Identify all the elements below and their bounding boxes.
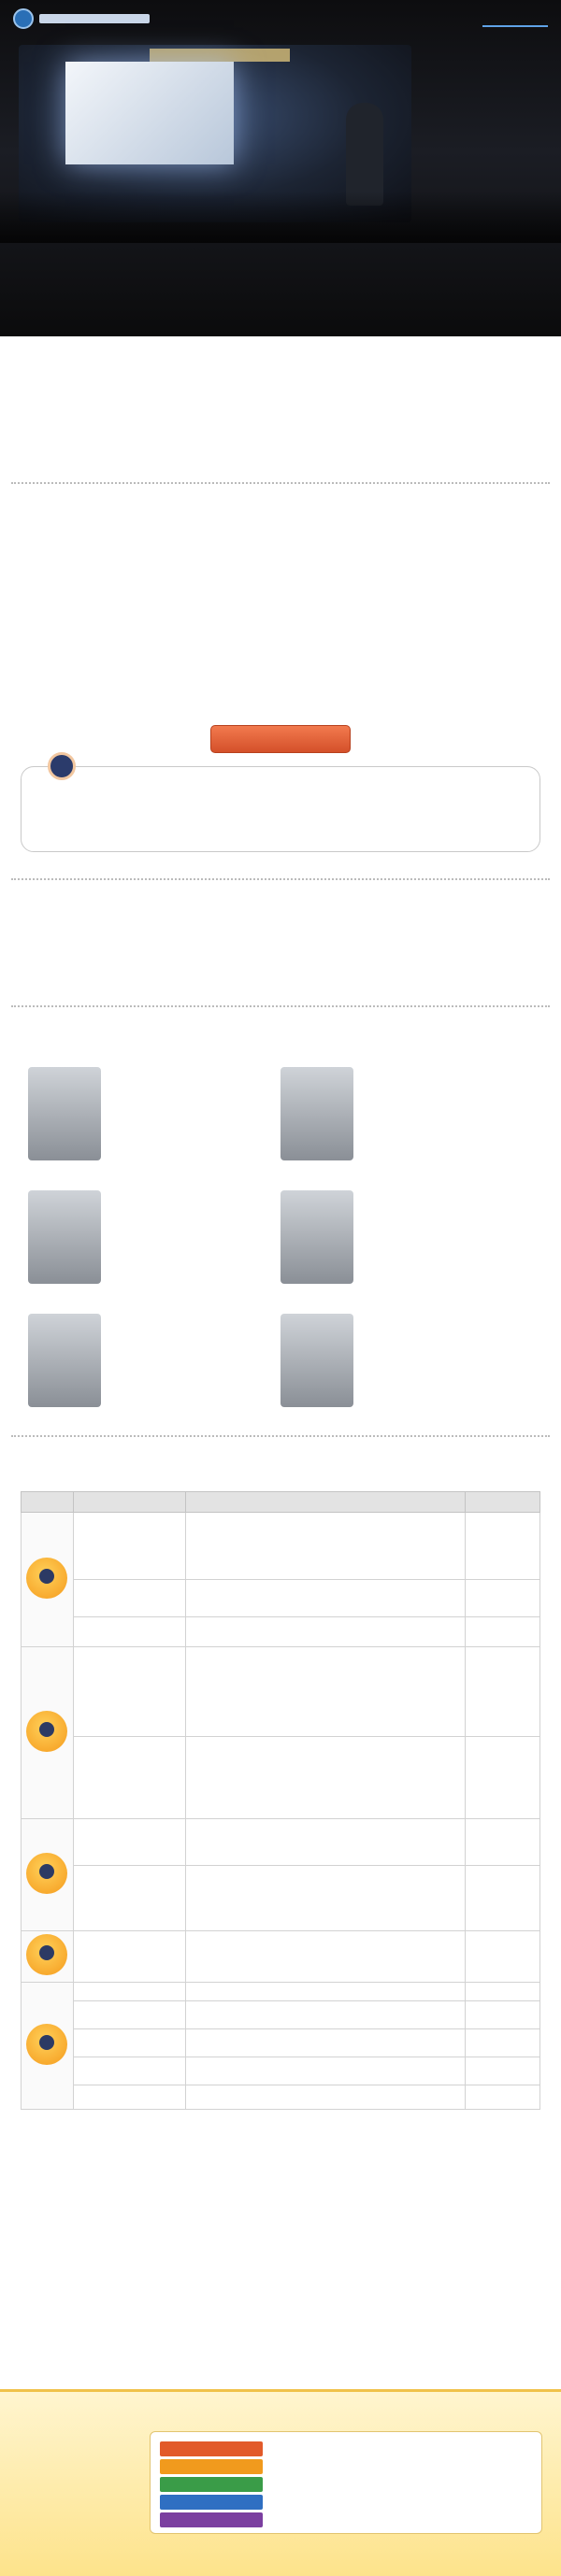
config-cell	[466, 1617, 540, 1647]
target-row-label	[21, 430, 86, 456]
group-badge-cell	[22, 1513, 74, 1647]
instructor-name	[363, 1190, 533, 1203]
powerpt-logo[interactable]	[482, 10, 548, 27]
content-cell	[185, 1580, 465, 1617]
group-badge-cell	[22, 1983, 74, 2110]
config-cell	[466, 2029, 540, 2057]
instructor-grid	[0, 1067, 561, 1416]
top-bar	[0, 0, 561, 37]
pterfan-character-icon	[26, 2024, 67, 2065]
footer-tagline	[15, 2489, 137, 2536]
character-icon	[48, 752, 76, 780]
table-row	[22, 1647, 540, 1737]
apply-button[interactable]	[210, 725, 351, 753]
benefits-section	[0, 904, 561, 983]
speaker-figure	[346, 103, 383, 206]
config-cell	[466, 2057, 540, 2085]
config-cell	[466, 1819, 540, 1866]
table-row	[22, 1931, 540, 1983]
early-bird-tag	[42, 788, 145, 829]
course-cell	[73, 2029, 185, 2057]
course-cell	[73, 1737, 185, 1819]
benefits-title	[21, 904, 540, 925]
course-cell	[73, 1617, 185, 1647]
overview-row	[21, 671, 540, 684]
footer-headline	[150, 2401, 542, 2420]
group-badge-cell	[22, 1647, 74, 1819]
role-desc	[272, 2495, 534, 2505]
group-badge-cell	[22, 1819, 74, 1931]
early-bird-detail	[162, 782, 536, 838]
hero-headline	[140, 245, 533, 269]
curriculum-title	[21, 1461, 540, 1482]
table-row	[22, 1866, 540, 1931]
instructor-desc	[363, 1084, 533, 1117]
course-cell	[73, 1513, 185, 1580]
instructor-desc	[363, 1207, 533, 1241]
table-row	[22, 1983, 540, 2001]
content-cell	[185, 2001, 465, 2029]
instructor-card	[28, 1067, 280, 1170]
benefit-item	[32, 938, 540, 953]
course-cell	[73, 1931, 185, 1983]
content-cell	[185, 1819, 465, 1866]
course-cell	[73, 1647, 185, 1737]
role-desc	[272, 2441, 534, 2452]
content-cell	[185, 1513, 465, 1580]
config-cell	[466, 1931, 540, 1983]
instructor-name	[363, 1067, 533, 1080]
curriculum-section	[0, 1461, 561, 1482]
overview-row-value	[86, 542, 540, 555]
hero-banner	[0, 0, 561, 336]
instructor-photo	[28, 1314, 101, 1407]
instructor-photo	[28, 1067, 101, 1160]
instructor-photo	[280, 1314, 353, 1407]
config-cell	[466, 1983, 540, 2001]
instructor-card	[280, 1190, 533, 1293]
pterfan-character-icon	[26, 1853, 67, 1894]
course-cell	[73, 1580, 185, 1617]
config-cell	[466, 1866, 540, 1931]
content-cell	[185, 1931, 465, 1983]
association-logo-text	[39, 14, 150, 23]
overview-row	[21, 542, 540, 555]
role-box	[150, 2431, 542, 2534]
early-bird-box	[21, 766, 540, 852]
benefits-list	[21, 938, 540, 983]
content-cell	[185, 1866, 465, 1931]
target-section	[0, 364, 561, 456]
overview-row-value	[86, 639, 540, 665]
table-header	[466, 1492, 540, 1513]
table-row	[22, 2029, 540, 2057]
table-header	[73, 1492, 185, 1513]
instructor-card	[280, 1067, 533, 1170]
overview-row-label	[21, 671, 86, 684]
instructor-card	[280, 1314, 533, 1416]
overview-row-label	[21, 542, 86, 555]
role-desc	[272, 2459, 534, 2469]
instructor-name	[110, 1190, 280, 1203]
course-cell	[73, 1983, 185, 2001]
stage-banner	[150, 49, 290, 62]
role-chip	[160, 2477, 263, 2492]
benefit-item	[32, 953, 540, 968]
instructor-photo	[280, 1190, 353, 1284]
course-cell	[73, 2085, 185, 2110]
role-chip-column	[160, 2441, 263, 2530]
association-logo-icon	[13, 8, 34, 29]
instructor-name	[110, 1314, 280, 1327]
overview-row-label	[21, 561, 86, 574]
footer-banner	[0, 2389, 561, 2576]
table-row	[22, 1737, 540, 1819]
config-cell	[466, 2001, 540, 2029]
target-row-value	[86, 398, 540, 424]
table-row	[22, 2057, 540, 2085]
instructor-desc	[110, 1207, 280, 1241]
config-cell	[466, 1513, 540, 1580]
overview-section	[0, 508, 561, 703]
instructor-desc	[363, 1331, 533, 1364]
pterfan-character-icon	[26, 1558, 67, 1599]
course-cell	[73, 2057, 185, 2085]
role-chip	[160, 2512, 263, 2527]
table-header	[185, 1492, 465, 1513]
role-desc	[272, 2477, 534, 2487]
course-cell	[73, 1866, 185, 1931]
target-title	[21, 364, 540, 385]
overview-row	[21, 639, 540, 665]
overview-row-value	[86, 579, 540, 633]
pterfan-character-icon	[26, 1711, 67, 1752]
role-chip	[160, 2459, 263, 2474]
benefit-item	[32, 968, 540, 983]
course-cell	[73, 2001, 185, 2029]
pterfan-logo[interactable]	[15, 2448, 127, 2485]
instructor-name	[363, 1314, 533, 1327]
role-desc-column	[272, 2441, 534, 2530]
table-row	[22, 1513, 540, 1580]
audience-silhouette	[0, 192, 561, 243]
role-chip	[160, 2495, 263, 2510]
course-cell	[73, 1819, 185, 1866]
hero-intro	[19, 278, 542, 327]
content-cell	[185, 2085, 465, 2110]
projection-screen	[65, 62, 234, 164]
table-row	[22, 2085, 540, 2110]
table-row	[22, 2001, 540, 2029]
instructor-name	[110, 1067, 280, 1080]
overview-row-value	[86, 561, 540, 574]
overview-row	[21, 561, 540, 574]
config-cell	[466, 2085, 540, 2110]
group-badge-cell	[22, 1931, 74, 1983]
overview-row-value	[86, 690, 540, 703]
config-cell	[466, 1580, 540, 1617]
curriculum-table	[21, 1491, 540, 2110]
role-desc	[272, 2512, 534, 2523]
content-cell	[185, 1737, 465, 1819]
overview-row-label	[21, 579, 86, 633]
overview-row	[21, 579, 540, 633]
content-cell	[185, 2029, 465, 2057]
role-chip	[160, 2441, 263, 2456]
footer-slogan	[150, 2547, 542, 2562]
association-logo[interactable]	[13, 8, 150, 29]
table-row	[22, 1580, 540, 1617]
content-cell	[185, 1983, 465, 2001]
target-row-value	[86, 430, 540, 456]
instructor-photo	[28, 1190, 101, 1284]
target-row	[21, 430, 540, 456]
config-cell	[466, 1647, 540, 1737]
config-cell	[466, 1737, 540, 1819]
table-row	[22, 1617, 540, 1647]
overview-row-label	[21, 690, 86, 703]
overview-row	[21, 690, 540, 703]
instructor-desc	[110, 1331, 280, 1364]
table-header	[22, 1492, 74, 1513]
target-row-label	[21, 398, 86, 424]
instructor-photo	[280, 1067, 353, 1160]
target-row	[21, 398, 540, 424]
content-cell	[185, 2057, 465, 2085]
instructors-title	[21, 1032, 540, 1052]
content-cell	[185, 1647, 465, 1737]
content-cell	[185, 1617, 465, 1647]
overview-row-value	[86, 671, 540, 684]
instructor-desc	[110, 1084, 280, 1117]
table-row	[22, 1819, 540, 1866]
instructors-section	[0, 1032, 561, 1052]
instructor-card	[28, 1314, 280, 1416]
table-header-row	[22, 1492, 540, 1513]
pterfan-character-icon	[26, 1934, 67, 1975]
instructor-card	[28, 1190, 280, 1293]
overview-row-label	[21, 639, 86, 665]
overview-title	[21, 508, 540, 529]
